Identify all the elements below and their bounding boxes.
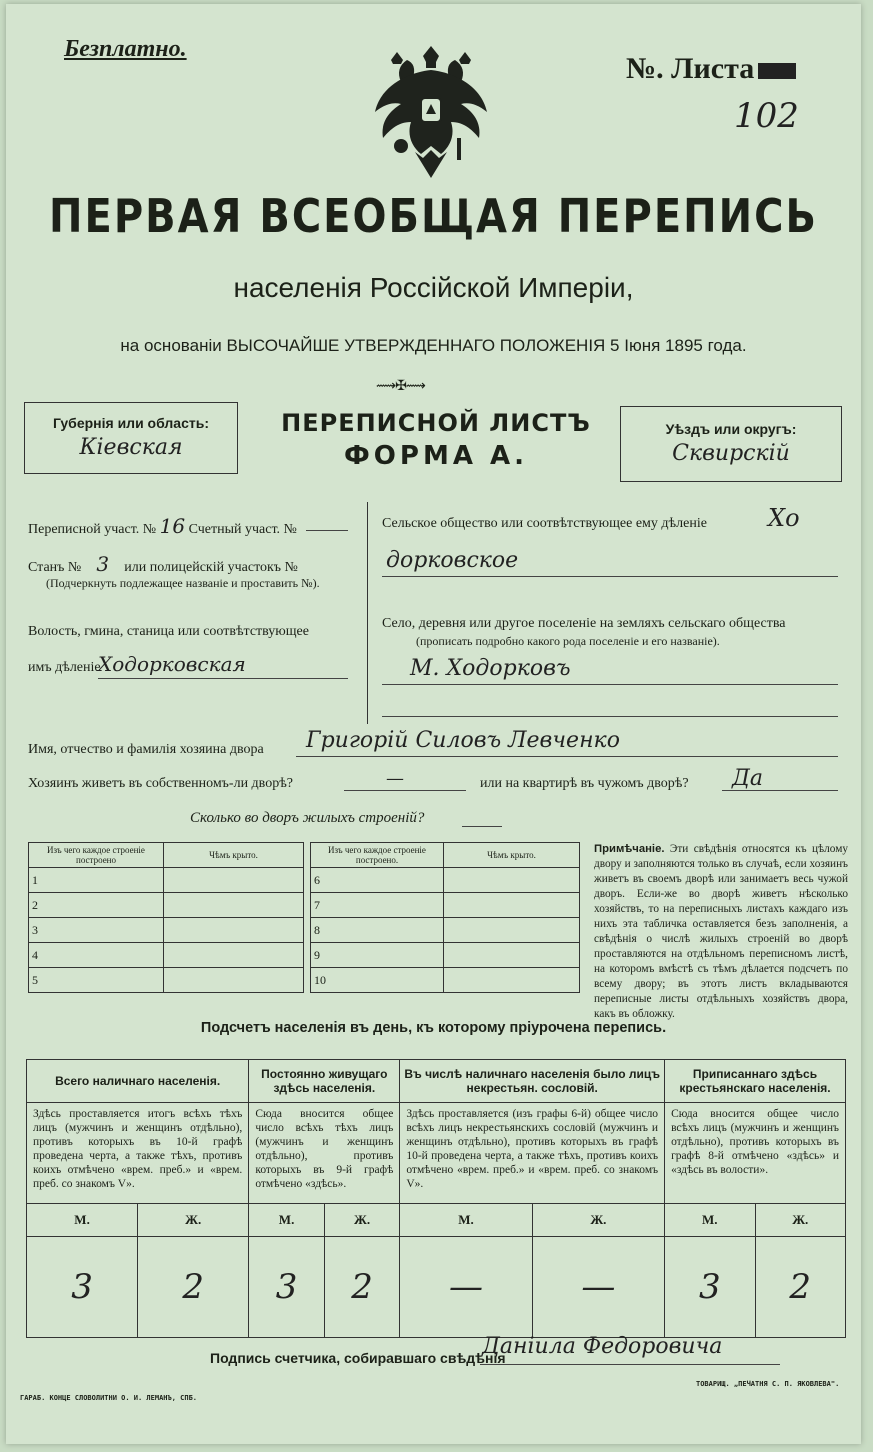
female-header: Ж. bbox=[755, 1204, 846, 1237]
stan-row bbox=[28, 552, 298, 576]
village-label: Село, деревня или другое поселеніе на земляхъ сельскаго общества bbox=[382, 616, 786, 631]
buildings-col-roof-2: Чѣмъ крыто. bbox=[444, 843, 580, 868]
table-row bbox=[311, 943, 580, 968]
note-text: Эти свѣдѣнія относятся къ цѣлому двору и заполняются только въ случаѣ, если хозяинъ живетъ въ своемъ дворѣ или занимаетъ весь чужой дворъ. Если-же во дворѣ живетъ нѣсколько хозяйствъ, то на переписныхъ листахъ каждаго изъ нихъ эта табличка оставляется безъ заполненія, а свѣдѣнія о числѣ жилыхъ строеній во дворѣ проставляются на отдѣльномъ переписномъ листѣ, на которомъ вмѣстѣ съ тѣмъ дѣлается подсчетъ по всему двору; въ этотъ листъ вкладываются переписные листы отдѣльныхъ хозяйствъ двора, какъ въ обложку. bbox=[594, 843, 849, 1020]
male-header: М. bbox=[400, 1204, 532, 1237]
male-header: М. bbox=[249, 1204, 325, 1237]
society-value-2: дорковское bbox=[386, 548, 519, 573]
society-value-1: Хо bbox=[768, 504, 800, 532]
double-headed-eagle-icon bbox=[371, 42, 491, 187]
buildings-table-left bbox=[28, 842, 304, 993]
uyezd-value: Сквирскій bbox=[672, 441, 790, 466]
village-line bbox=[382, 684, 838, 685]
signature-label: Подпись счетчика, собиравшаго свѣдѣнія bbox=[210, 1350, 506, 1366]
volost-label: Волость, гмина, станица или соотвѣтствующее bbox=[28, 624, 309, 639]
form-title bbox=[246, 409, 626, 471]
pop-value-male: 3 bbox=[27, 1237, 138, 1338]
note-head: Примѣчаніе. bbox=[594, 843, 665, 855]
female-header: Ж. bbox=[532, 1204, 664, 1237]
volost-line bbox=[98, 678, 348, 679]
owner-name-value: Григорій Силовъ Левченко bbox=[306, 728, 620, 753]
table-row bbox=[311, 868, 580, 893]
note-block bbox=[594, 842, 848, 1022]
female-header: Ж. bbox=[138, 1204, 249, 1237]
village-note: (прописать подробно какого рода поселеніе и его названіе). bbox=[416, 634, 720, 648]
sheet-number-value: 102 bbox=[734, 96, 799, 136]
pop-value-female: — bbox=[532, 1237, 664, 1338]
population-table bbox=[26, 1059, 846, 1338]
table-row bbox=[29, 943, 304, 968]
population-title: Подсчетъ населенія въ день, къ которому пріурочена перепись. bbox=[200, 1020, 667, 1036]
own-yard-value: — bbox=[386, 768, 404, 789]
male-header: М. bbox=[27, 1204, 138, 1237]
buildings-col-roof: Чѣмъ крыто. bbox=[164, 843, 304, 868]
pop-col-head: Всего наличнаго населенія. bbox=[27, 1060, 249, 1103]
owner-name-line bbox=[296, 756, 838, 757]
row-number: 1 bbox=[29, 868, 164, 893]
owner-name-label: Имя, отчество и фамилія хозяина двора bbox=[28, 742, 264, 757]
underline-note: (Подчеркнуть подлежащее названіе и проставить №). bbox=[46, 576, 320, 590]
row-number: 8 bbox=[311, 918, 444, 943]
free-label: Безплатно. bbox=[64, 36, 187, 62]
pop-col-text: Здѣсь проставляется (изъ графы 6-й) общее число всѣхъ лицъ некрестьянскихъ сословій (мужчинъ и женщинъ отдѣльно), противъ которыхъ въ графѣ 10-й проведена черта, а также тѣхъ, противъ коихъ отмѣчено «врем. преб.» и «врем. преб. со знакомъ V». bbox=[400, 1103, 665, 1204]
uchastok-label: Переписной участ. № bbox=[28, 522, 157, 537]
own-yard-label: Хозяинъ живетъ въ собственномъ-ли дворѣ? bbox=[28, 776, 294, 791]
volost-label-2: имъ дѣленіе bbox=[28, 660, 101, 675]
volost-value: Ходорковская bbox=[98, 652, 246, 676]
rent-value: Да bbox=[732, 766, 764, 791]
pop-value-male: — bbox=[400, 1237, 532, 1338]
pop-col-text: Здѣсь проставляется итогъ всѣхъ тѣхъ лицъ (мужчинъ и женщинъ отдѣльно), противъ которыхъ въ 10-й графѣ проведена черта, а также тѣхъ, противъ коихъ отмѣчено «врем. преб.» и «врем. преб. со знакомъ V». bbox=[27, 1103, 249, 1204]
printer-left: ГАРАБ. КОНЦЕ СЛОВОЛИТНИ О. И. ЛЕМАНЪ, СПБ. bbox=[20, 1394, 198, 1402]
pop-value-male: 3 bbox=[665, 1237, 755, 1338]
table-row bbox=[29, 918, 304, 943]
guberniya-label: Губернія или область: bbox=[52, 415, 210, 431]
pop-col-text: Сюда вносится общее число всѣхъ лицъ (мужчинъ и женщинъ отдѣльно), противъ которыхъ въ графѣ 8-й отмѣчено «здѣсь» и «здѣсь въ волости». bbox=[665, 1103, 846, 1204]
rent-line bbox=[722, 790, 838, 791]
pop-value-female: 2 bbox=[138, 1237, 249, 1338]
sheet-number-label: №. Листа bbox=[626, 52, 796, 86]
schetny-label: Счетный участ. № bbox=[188, 522, 297, 537]
buildings-line bbox=[462, 826, 502, 827]
buildings-col-material: Изъ чего каждое строеніе построено bbox=[29, 843, 164, 868]
uchastok-row bbox=[28, 514, 297, 538]
census-sheet bbox=[6, 4, 861, 1444]
row-number: 4 bbox=[29, 943, 164, 968]
stan-label: Станъ № bbox=[28, 560, 82, 575]
rent-label: или на квартирѣ въ чужомъ дворѣ? bbox=[480, 776, 689, 791]
form-title-form-a: ФОРМА А. bbox=[344, 441, 528, 471]
society-label: Сельское общество или соотвѣтствующее ему дѣленіе bbox=[382, 516, 707, 531]
own-yard-line bbox=[344, 790, 466, 791]
row-number: 5 bbox=[29, 968, 164, 993]
uyezd-box bbox=[620, 406, 842, 482]
uyezd-label: Уѣздъ или округъ: bbox=[665, 421, 797, 437]
pop-value-male: 3 bbox=[249, 1237, 325, 1338]
row-number: 7 bbox=[311, 893, 444, 918]
stan-value: 3 bbox=[96, 552, 110, 576]
row-number: 6 bbox=[311, 868, 444, 893]
male-header: М. bbox=[665, 1204, 755, 1237]
village-line-2 bbox=[382, 716, 838, 717]
table-row bbox=[29, 893, 304, 918]
police-label: или полицейскій участокъ № bbox=[124, 560, 298, 575]
printer-right: ТОВАРИЩ. „ПЕЧАТНЯ С. П. ЯКОВЛЕВА". bbox=[696, 1380, 840, 1388]
uchastok-value: 16 bbox=[159, 514, 186, 538]
guberniya-value: Кіевская bbox=[79, 435, 183, 460]
guberniya-box bbox=[24, 402, 238, 474]
pop-value-female: 2 bbox=[324, 1237, 400, 1338]
row-number: 10 bbox=[311, 968, 444, 993]
strikeout-mark bbox=[758, 63, 796, 79]
pop-col-head: Въ числѣ наличнаго населенія было лицъ некрестьян. сословій. bbox=[400, 1060, 665, 1103]
table-row bbox=[311, 893, 580, 918]
column-divider bbox=[367, 502, 368, 724]
ornament-divider: ⟿✠⟿ bbox=[376, 379, 425, 394]
signature-value: Даніила Федоровича bbox=[482, 1334, 723, 1359]
pop-value-female: 2 bbox=[755, 1237, 846, 1338]
form-title-sheet: ПЕРЕПИСНОЙ ЛИСТЪ bbox=[281, 409, 591, 437]
row-number: 2 bbox=[29, 893, 164, 918]
society-line bbox=[382, 576, 838, 577]
schetny-blank bbox=[306, 530, 348, 531]
census-title: ПЕРВАЯ ВСЕОБЩАЯ ПЕРЕПИСЬ bbox=[49, 190, 818, 244]
buildings-question: Сколько во дворъ жилыхъ строеній? bbox=[190, 810, 425, 826]
pop-col-text: Сюда вносится общее число всѣхъ тѣхъ лицъ (мужчинъ и женщинъ отдѣльно), противъ которыхъ въ 9-й графѣ отмѣчено «здѣсь». bbox=[249, 1103, 400, 1204]
table-row bbox=[311, 918, 580, 943]
table-row bbox=[29, 968, 304, 993]
signature-line bbox=[480, 1364, 780, 1365]
buildings-col-material-2: Изъ чего каждое строеніе построено. bbox=[311, 843, 444, 868]
village-value: М. Ходорковъ bbox=[410, 656, 571, 681]
pop-col-head: Приписаннаго здѣсь крестьянскаго населенія. bbox=[665, 1060, 846, 1103]
census-basis: на основаніи ВЫСОЧАЙШЕ УТВЕРЖДЕННАГО ПОЛОЖЕНІЯ 5 Іюня 1895 года. bbox=[120, 336, 747, 355]
female-header: Ж. bbox=[324, 1204, 400, 1237]
table-row bbox=[311, 968, 580, 993]
pop-col-head: Постоянно живущаго здѣсь населенія. bbox=[249, 1060, 400, 1103]
row-number: 3 bbox=[29, 918, 164, 943]
buildings-table-right bbox=[310, 842, 580, 993]
row-number: 9 bbox=[311, 943, 444, 968]
table-row bbox=[29, 868, 304, 893]
census-subtitle: населенія Россійской Имперіи, bbox=[233, 272, 634, 303]
